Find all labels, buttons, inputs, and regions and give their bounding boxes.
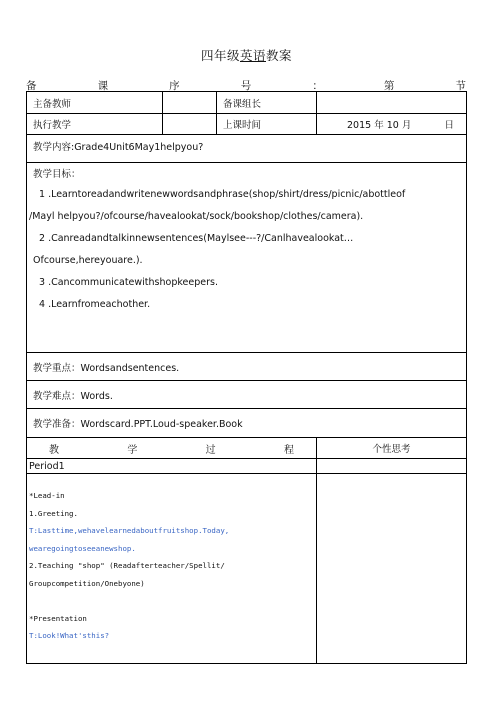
process-header: 教 学 过 程 — [27, 438, 317, 459]
process-content[interactable] — [27, 474, 317, 664]
process-line: wearegoingtoseeanewshop. — [29, 543, 136, 553]
group-leader-value[interactable] — [317, 92, 467, 114]
objective-line: Ofcourse,hereyouare.). — [33, 255, 143, 266]
process-line: 2.Teaching "shop" (Readafterteacher/Spellit/ — [29, 561, 225, 570]
process-line: *Lead-in — [29, 491, 65, 500]
page-title: 四年级英语教案 — [200, 48, 293, 63]
preparation: 教学准备：Wordscard.PPT.Loud-speaker.Book — [27, 409, 467, 438]
objective-line: 1 .Learntoreadandwritenewwordsandphrase(shop/shirt/dress/picnic/abottleof — [39, 189, 406, 200]
lead-teacher-value[interactable] — [163, 92, 217, 114]
key-points: 教学重点：Wordsandsentences. — [27, 353, 467, 381]
reflection-header: 个性思考 — [317, 438, 467, 459]
objective-line: /Mayl helpyou?/ofcourse/havealookat/sock/bookshop/clothes/camera). — [29, 211, 364, 222]
class-time-label: 上课时间 — [217, 114, 317, 135]
process-line: 1.Greeting. — [29, 508, 78, 518]
date-value[interactable]: 2015 年 10 月 日 — [317, 114, 467, 135]
teaching-content: 教学内容:Grade4Unit6May1helpyou? — [27, 135, 467, 163]
objective-line: 3 .Cancommunicatewithshopkeepers. — [39, 277, 218, 288]
teaching-objectives: 教学目标： 1 .Learntoreadandwritenewwordsandphrase(shop/shirt/dress/picnic/abottleof /Mayl helpyou?/ofcourse/havealookat/sock/bookshop/clothes/camera). 2 .Canreadandtalkinnewsentences(Maylsee---?/Canlhavealookat… Ofcourse,hereyouare.). 3 .Cancommunicatewithshopkeepers. 4 .Learnfromeachother. — [27, 163, 467, 353]
process-line: T:Look!What'sthis? — [29, 631, 110, 640]
objective-line: 4 .Learnfromeachother. — [39, 299, 151, 310]
reflection-cell[interactable] — [317, 474, 467, 664]
process-line: Groupcompetition/Onebyone) — [29, 578, 145, 588]
process-line: T:Lasttime,wehavelearnedaboutfruitshop.Today, — [29, 526, 230, 535]
reflection-cell-top[interactable] — [317, 459, 467, 474]
teacher-label: 执行教学 — [27, 114, 163, 135]
objective-line: 2 .Canreadandtalkinnewsentences(Maylsee---?/Canlhavealookat… — [39, 233, 354, 244]
period-label: Period1 — [27, 459, 317, 474]
process-line: *Presentation — [29, 613, 87, 623]
difficulties: 教学难点：Words. — [27, 381, 467, 409]
group-leader-label: 备课组长 — [217, 92, 317, 114]
lead-teacher-label: 主备教师 — [27, 92, 163, 114]
lesson-plan-table — [26, 91, 466, 664]
teacher-value[interactable] — [163, 114, 217, 135]
lesson-sequence-row: 备 课 序 号 ： 第 节 — [26, 80, 466, 92]
